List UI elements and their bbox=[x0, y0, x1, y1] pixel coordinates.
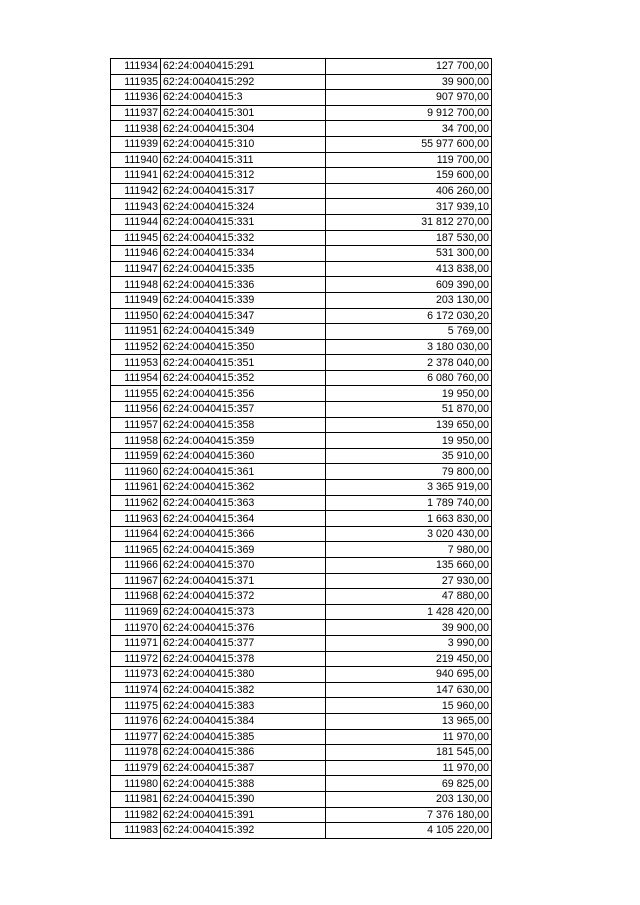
cadastral-number-cell: 62:24:0040415:373 bbox=[161, 604, 326, 620]
cadastral-value-cell: 5 769,00 bbox=[326, 324, 492, 340]
table-row bbox=[111, 651, 492, 667]
cadastral-number-cell: 62:24:0040415:382 bbox=[161, 682, 326, 698]
row-id-cell: 111978 bbox=[111, 745, 161, 761]
row-id-cell: 111955 bbox=[111, 386, 161, 402]
cadastral-number-cell: 62:24:0040415:377 bbox=[161, 635, 326, 651]
cadastral-number-cell: 62:24:0040415:359 bbox=[161, 433, 326, 449]
table-row bbox=[111, 495, 492, 511]
table-row bbox=[111, 667, 492, 683]
cadastral-value-cell: 7 980,00 bbox=[326, 542, 492, 558]
row-id-cell: 111983 bbox=[111, 823, 161, 839]
table-row bbox=[111, 230, 492, 246]
cadastral-value-cell: 39 900,00 bbox=[326, 620, 492, 636]
row-id-cell: 111971 bbox=[111, 635, 161, 651]
cadastral-value-cell: 907 970,00 bbox=[326, 90, 492, 106]
cadastral-number-cell: 62:24:0040415:335 bbox=[161, 261, 326, 277]
cadastral-number-cell: 62:24:0040415:358 bbox=[161, 417, 326, 433]
cadastral-value-cell: 9 912 700,00 bbox=[326, 105, 492, 121]
row-id-cell: 111952 bbox=[111, 339, 161, 355]
table-row bbox=[111, 199, 492, 215]
cadastral-number-cell: 62:24:0040415:385 bbox=[161, 729, 326, 745]
table-row bbox=[111, 136, 492, 152]
cadastral-value-cell: 3 990,00 bbox=[326, 635, 492, 651]
table-row bbox=[111, 511, 492, 527]
cadastral-number-cell: 62:24:0040415:369 bbox=[161, 542, 326, 558]
cadastral-value-cell: 47 880,00 bbox=[326, 589, 492, 605]
table-row bbox=[111, 152, 492, 168]
table-row bbox=[111, 121, 492, 137]
cadastral-value-cell: 1 789 740,00 bbox=[326, 495, 492, 511]
table-row bbox=[111, 745, 492, 761]
cadastral-number-cell: 62:24:0040415:304 bbox=[161, 121, 326, 137]
row-id-cell: 111982 bbox=[111, 807, 161, 823]
row-id-cell: 111939 bbox=[111, 136, 161, 152]
cadastral-number-cell: 62:24:0040415:362 bbox=[161, 480, 326, 496]
row-id-cell: 111968 bbox=[111, 589, 161, 605]
row-id-cell: 111981 bbox=[111, 791, 161, 807]
table-row bbox=[111, 729, 492, 745]
cadastral-number-cell: 62:24:0040415:317 bbox=[161, 183, 326, 199]
cadastral-number-cell: 62:24:0040415:388 bbox=[161, 776, 326, 792]
cadastral-value-cell: 34 700,00 bbox=[326, 121, 492, 137]
table-row bbox=[111, 823, 492, 839]
cadastral-value-cell: 147 630,00 bbox=[326, 682, 492, 698]
row-id-cell: 111965 bbox=[111, 542, 161, 558]
cadastral-number-cell: 62:24:0040415:384 bbox=[161, 713, 326, 729]
row-id-cell: 111974 bbox=[111, 682, 161, 698]
cadastral-number-cell: 62:24:0040415:370 bbox=[161, 558, 326, 574]
table-row bbox=[111, 308, 492, 324]
document-page bbox=[110, 58, 491, 839]
cadastral-value-cell: 531 300,00 bbox=[326, 246, 492, 262]
cadastral-number-cell: 62:24:0040415:312 bbox=[161, 168, 326, 184]
table-row bbox=[111, 573, 492, 589]
cadastral-value-cell: 39 900,00 bbox=[326, 74, 492, 90]
row-id-cell: 111935 bbox=[111, 74, 161, 90]
cadastral-value-cell: 2 378 040,00 bbox=[326, 355, 492, 371]
row-id-cell: 111953 bbox=[111, 355, 161, 371]
row-id-cell: 111979 bbox=[111, 760, 161, 776]
row-id-cell: 111976 bbox=[111, 713, 161, 729]
row-id-cell: 111951 bbox=[111, 324, 161, 340]
table-row bbox=[111, 90, 492, 106]
row-id-cell: 111956 bbox=[111, 402, 161, 418]
cadastral-value-table bbox=[110, 58, 492, 839]
table-row bbox=[111, 464, 492, 480]
cadastral-value-cell: 135 660,00 bbox=[326, 558, 492, 574]
row-id-cell: 111954 bbox=[111, 370, 161, 386]
cadastral-number-cell: 62:24:0040415:352 bbox=[161, 370, 326, 386]
row-id-cell: 111977 bbox=[111, 729, 161, 745]
row-id-cell: 111967 bbox=[111, 573, 161, 589]
cadastral-number-cell: 62:24:0040415:392 bbox=[161, 823, 326, 839]
table-row bbox=[111, 324, 492, 340]
cadastral-number-cell: 62:24:0040415:351 bbox=[161, 355, 326, 371]
table-row bbox=[111, 480, 492, 496]
row-id-cell: 111934 bbox=[111, 59, 161, 75]
table-row bbox=[111, 246, 492, 262]
table-row bbox=[111, 589, 492, 605]
cadastral-number-cell: 62:24:0040415:383 bbox=[161, 698, 326, 714]
row-id-cell: 111947 bbox=[111, 261, 161, 277]
cadastral-number-cell: 62:24:0040415:331 bbox=[161, 214, 326, 230]
row-id-cell: 111936 bbox=[111, 90, 161, 106]
row-id-cell: 111946 bbox=[111, 246, 161, 262]
cadastral-number-cell: 62:24:0040415:378 bbox=[161, 651, 326, 667]
table-row bbox=[111, 214, 492, 230]
cadastral-value-cell: 19 950,00 bbox=[326, 386, 492, 402]
cadastral-number-cell: 62:24:0040415:366 bbox=[161, 526, 326, 542]
cadastral-number-cell: 62:24:0040415:310 bbox=[161, 136, 326, 152]
table-row bbox=[111, 433, 492, 449]
row-id-cell: 111970 bbox=[111, 620, 161, 636]
table-row bbox=[111, 386, 492, 402]
cadastral-value-cell: 35 910,00 bbox=[326, 448, 492, 464]
cadastral-value-cell: 69 825,00 bbox=[326, 776, 492, 792]
cadastral-value-cell: 203 130,00 bbox=[326, 292, 492, 308]
table-row bbox=[111, 604, 492, 620]
cadastral-number-cell: 62:24:0040415:334 bbox=[161, 246, 326, 262]
row-id-cell: 111972 bbox=[111, 651, 161, 667]
row-id-cell: 111942 bbox=[111, 183, 161, 199]
cadastral-value-cell: 127 700,00 bbox=[326, 59, 492, 75]
row-id-cell: 111964 bbox=[111, 526, 161, 542]
table-row bbox=[111, 526, 492, 542]
table-row bbox=[111, 807, 492, 823]
cadastral-number-cell: 62:24:0040415:371 bbox=[161, 573, 326, 589]
cadastral-value-cell: 940 695,00 bbox=[326, 667, 492, 683]
row-id-cell: 111960 bbox=[111, 464, 161, 480]
table-row bbox=[111, 59, 492, 75]
table-row bbox=[111, 682, 492, 698]
cadastral-number-cell: 62:24:0040415:387 bbox=[161, 760, 326, 776]
cadastral-value-cell: 3 180 030,00 bbox=[326, 339, 492, 355]
cadastral-value-cell: 1 663 830,00 bbox=[326, 511, 492, 527]
table-row bbox=[111, 776, 492, 792]
table-row bbox=[111, 277, 492, 293]
cadastral-value-cell: 15 960,00 bbox=[326, 698, 492, 714]
cadastral-number-cell: 62:24:0040415:372 bbox=[161, 589, 326, 605]
table-row bbox=[111, 370, 492, 386]
cadastral-value-cell: 609 390,00 bbox=[326, 277, 492, 293]
table-body bbox=[111, 59, 492, 839]
cadastral-number-cell: 62:24:0040415:336 bbox=[161, 277, 326, 293]
row-id-cell: 111941 bbox=[111, 168, 161, 184]
cadastral-number-cell: 62:24:0040415:311 bbox=[161, 152, 326, 168]
row-id-cell: 111962 bbox=[111, 495, 161, 511]
table-row bbox=[111, 74, 492, 90]
cadastral-number-cell: 62:24:0040415:350 bbox=[161, 339, 326, 355]
row-id-cell: 111963 bbox=[111, 511, 161, 527]
cadastral-value-cell: 139 650,00 bbox=[326, 417, 492, 433]
row-id-cell: 111959 bbox=[111, 448, 161, 464]
table-row bbox=[111, 620, 492, 636]
table-row bbox=[111, 542, 492, 558]
table-row bbox=[111, 760, 492, 776]
row-id-cell: 111940 bbox=[111, 152, 161, 168]
cadastral-value-cell: 187 530,00 bbox=[326, 230, 492, 246]
cadastral-number-cell: 62:24:0040415:349 bbox=[161, 324, 326, 340]
cadastral-value-cell: 51 870,00 bbox=[326, 402, 492, 418]
cadastral-number-cell: 62:24:0040415:301 bbox=[161, 105, 326, 121]
cadastral-number-cell: 62:24:0040415:391 bbox=[161, 807, 326, 823]
table-row bbox=[111, 339, 492, 355]
row-id-cell: 111945 bbox=[111, 230, 161, 246]
table-row bbox=[111, 292, 492, 308]
cadastral-number-cell: 62:24:0040415:332 bbox=[161, 230, 326, 246]
cadastral-value-cell: 13 965,00 bbox=[326, 713, 492, 729]
cadastral-value-cell: 181 545,00 bbox=[326, 745, 492, 761]
cadastral-number-cell: 62:24:0040415:380 bbox=[161, 667, 326, 683]
table-row bbox=[111, 448, 492, 464]
cadastral-value-cell: 159 600,00 bbox=[326, 168, 492, 184]
row-id-cell: 111958 bbox=[111, 433, 161, 449]
table-row bbox=[111, 168, 492, 184]
cadastral-value-cell: 4 105 220,00 bbox=[326, 823, 492, 839]
row-id-cell: 111949 bbox=[111, 292, 161, 308]
table-row bbox=[111, 698, 492, 714]
cadastral-value-cell: 203 130,00 bbox=[326, 791, 492, 807]
cadastral-value-cell: 413 838,00 bbox=[326, 261, 492, 277]
cadastral-value-cell: 11 970,00 bbox=[326, 760, 492, 776]
row-id-cell: 111973 bbox=[111, 667, 161, 683]
cadastral-value-cell: 6 080 760,00 bbox=[326, 370, 492, 386]
cadastral-value-cell: 79 800,00 bbox=[326, 464, 492, 480]
row-id-cell: 111969 bbox=[111, 604, 161, 620]
cadastral-value-cell: 19 950,00 bbox=[326, 433, 492, 449]
row-id-cell: 111975 bbox=[111, 698, 161, 714]
cadastral-value-cell: 31 812 270,00 bbox=[326, 214, 492, 230]
cadastral-value-cell: 6 172 030,20 bbox=[326, 308, 492, 324]
row-id-cell: 111957 bbox=[111, 417, 161, 433]
cadastral-number-cell: 62:24:0040415:390 bbox=[161, 791, 326, 807]
cadastral-number-cell: 62:24:0040415:292 bbox=[161, 74, 326, 90]
cadastral-value-cell: 3 020 430,00 bbox=[326, 526, 492, 542]
cadastral-number-cell: 62:24:0040415:357 bbox=[161, 402, 326, 418]
cadastral-value-cell: 219 450,00 bbox=[326, 651, 492, 667]
row-id-cell: 111950 bbox=[111, 308, 161, 324]
cadastral-number-cell: 62:24:0040415:363 bbox=[161, 495, 326, 511]
row-id-cell: 111943 bbox=[111, 199, 161, 215]
cadastral-number-cell: 62:24:0040415:291 bbox=[161, 59, 326, 75]
cadastral-number-cell: 62:24:0040415:386 bbox=[161, 745, 326, 761]
cadastral-value-cell: 3 365 919,00 bbox=[326, 480, 492, 496]
cadastral-number-cell: 62:24:0040415:364 bbox=[161, 511, 326, 527]
row-id-cell: 111980 bbox=[111, 776, 161, 792]
cadastral-value-cell: 406 260,00 bbox=[326, 183, 492, 199]
row-id-cell: 111948 bbox=[111, 277, 161, 293]
cadastral-value-cell: 119 700,00 bbox=[326, 152, 492, 168]
table-row bbox=[111, 261, 492, 277]
table-row bbox=[111, 183, 492, 199]
cadastral-number-cell: 62:24:0040415:347 bbox=[161, 308, 326, 324]
cadastral-value-cell: 7 376 180,00 bbox=[326, 807, 492, 823]
cadastral-number-cell: 62:24:0040415:360 bbox=[161, 448, 326, 464]
table-row bbox=[111, 402, 492, 418]
cadastral-number-cell: 62:24:0040415:361 bbox=[161, 464, 326, 480]
cadastral-number-cell: 62:24:0040415:3 bbox=[161, 90, 326, 106]
table-row bbox=[111, 558, 492, 574]
cadastral-value-cell: 27 930,00 bbox=[326, 573, 492, 589]
cadastral-value-cell: 55 977 600,00 bbox=[326, 136, 492, 152]
table-row bbox=[111, 635, 492, 651]
row-id-cell: 111944 bbox=[111, 214, 161, 230]
row-id-cell: 111961 bbox=[111, 480, 161, 496]
cadastral-value-cell: 11 970,00 bbox=[326, 729, 492, 745]
table-row bbox=[111, 713, 492, 729]
row-id-cell: 111966 bbox=[111, 558, 161, 574]
table-row bbox=[111, 105, 492, 121]
cadastral-value-cell: 1 428 420,00 bbox=[326, 604, 492, 620]
row-id-cell: 111938 bbox=[111, 121, 161, 137]
cadastral-number-cell: 62:24:0040415:324 bbox=[161, 199, 326, 215]
row-id-cell: 111937 bbox=[111, 105, 161, 121]
cadastral-number-cell: 62:24:0040415:376 bbox=[161, 620, 326, 636]
cadastral-number-cell: 62:24:0040415:356 bbox=[161, 386, 326, 402]
cadastral-value-cell: 317 939,10 bbox=[326, 199, 492, 215]
table-row bbox=[111, 791, 492, 807]
table-row bbox=[111, 355, 492, 371]
table-row bbox=[111, 417, 492, 433]
cadastral-number-cell: 62:24:0040415:339 bbox=[161, 292, 326, 308]
